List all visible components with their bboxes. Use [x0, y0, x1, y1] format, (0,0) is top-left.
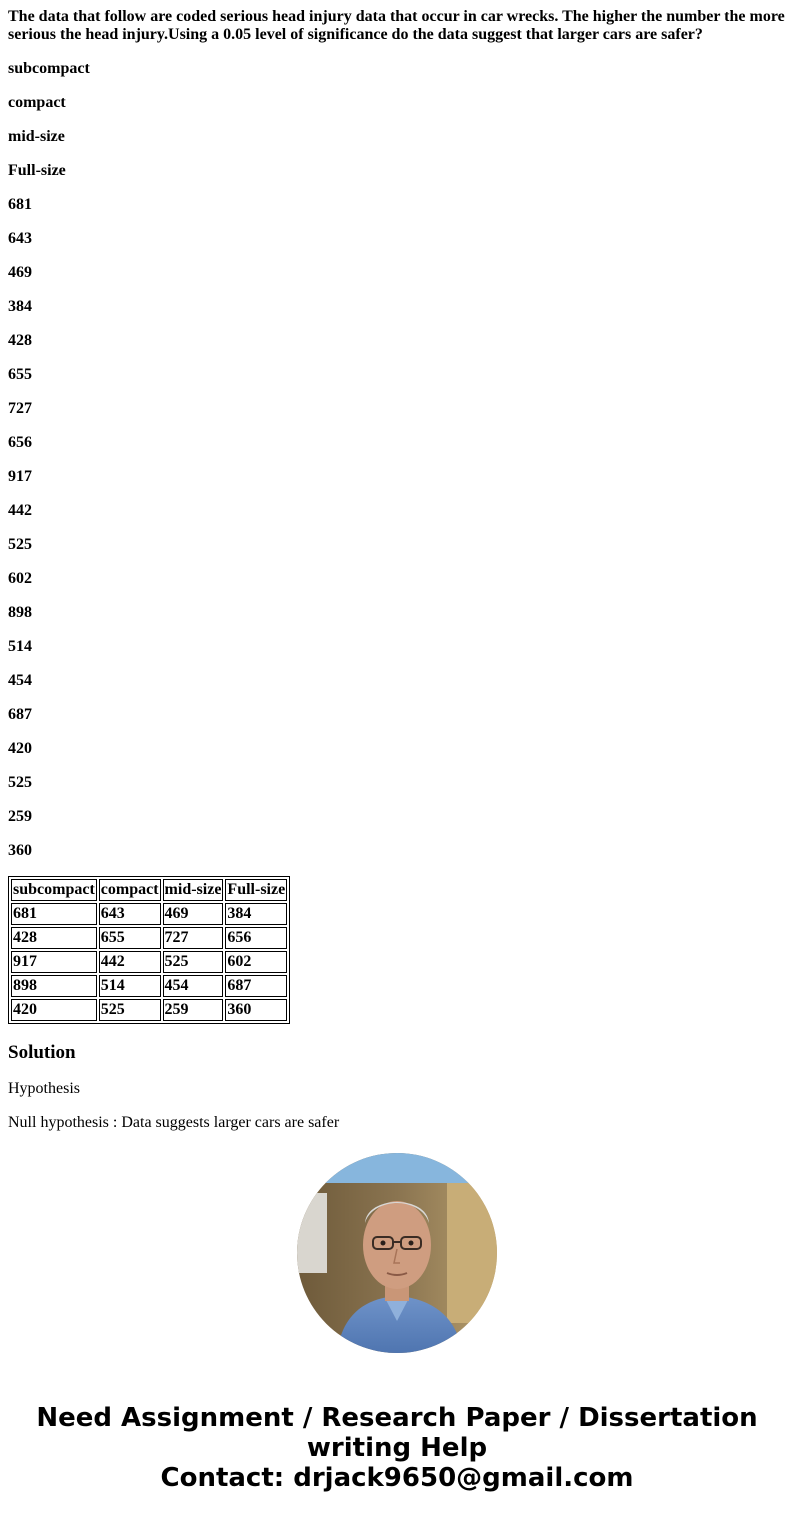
table-row [11, 927, 287, 949]
solution-hypothesis-label: Hypothesis [8, 1080, 80, 1097]
table-cell: 681 [11, 903, 97, 925]
stacked-line: 442 [8, 502, 32, 519]
table-cell: 259 [163, 999, 224, 1021]
stacked-line: 727 [8, 400, 32, 417]
table-cell: 687 [225, 975, 287, 997]
table-cell: 469 [163, 903, 224, 925]
tutor-avatar [297, 1153, 497, 1353]
solution-heading: Solution [8, 1042, 76, 1063]
stacked-line: 681 [8, 196, 32, 213]
table-cell: 602 [225, 951, 287, 973]
stacked-line: subcompact [8, 60, 90, 77]
stacked-line: 360 [8, 842, 32, 859]
table-cell: 525 [163, 951, 224, 973]
stacked-line: 514 [8, 638, 32, 655]
stacked-line: compact [8, 94, 66, 111]
tutor-photo [297, 1153, 497, 1353]
ad-contact-line: Contact: drjack9650@gmail.com [160, 1463, 634, 1493]
table-cell: 643 [99, 903, 161, 925]
stacked-line: 643 [8, 230, 32, 247]
help-advertisement [0, 1403, 794, 1493]
stacked-line: 525 [8, 536, 32, 553]
table-cell: 655 [99, 927, 161, 949]
table-cell: 917 [11, 951, 97, 973]
stacked-line: 655 [8, 366, 32, 383]
table-cell: 442 [99, 951, 161, 973]
table-row [11, 975, 287, 997]
table-cell: 384 [225, 903, 287, 925]
table-cell: 727 [163, 927, 224, 949]
table-cell: 898 [11, 975, 97, 997]
table-cell: 454 [163, 975, 224, 997]
stacked-line: 602 [8, 570, 32, 587]
ad-line-2: writing Help [306, 1433, 488, 1463]
question-text: The data that follow are coded serious head injury data that occur in car wrecks. The higher the number the more serious the head injury.Using a 0.05 level of significance do the data suggest that larger cars are safer? [8, 8, 785, 43]
table-header-cell: Full-size [225, 879, 287, 901]
stacked-line: 384 [8, 298, 32, 315]
stacked-line: 898 [8, 604, 32, 621]
table-header-row [11, 879, 287, 901]
table-header-cell: compact [99, 879, 161, 901]
table-cell: 525 [99, 999, 161, 1021]
stacked-line: 656 [8, 434, 32, 451]
ad-line-1: Need Assignment / Research Paper / Dissertation [36, 1403, 758, 1433]
injury-data-table [8, 876, 290, 1024]
stacked-line: 420 [8, 740, 32, 757]
table-row [11, 903, 287, 925]
stacked-line: 687 [8, 706, 32, 723]
table-cell: 428 [11, 927, 97, 949]
solution-null-hypothesis: Null hypothesis : Data suggests larger cars are safer [8, 1114, 340, 1131]
stacked-line: mid-size [8, 128, 65, 145]
table-row [11, 951, 287, 973]
table-cell: 420 [11, 999, 97, 1021]
table-header-cell: mid-size [163, 879, 224, 901]
table-row [11, 999, 287, 1021]
stacked-line: 469 [8, 264, 32, 281]
table-cell: 656 [225, 927, 287, 949]
table-cell: 360 [225, 999, 287, 1021]
stacked-line: 428 [8, 332, 32, 349]
stacked-line: 917 [8, 468, 32, 485]
stacked-line: Full-size [8, 162, 66, 179]
table-cell: 514 [99, 975, 161, 997]
stacked-line: 454 [8, 672, 32, 689]
stacked-line: 259 [8, 808, 32, 825]
stacked-line: 525 [8, 774, 32, 791]
table-header-cell: subcompact [11, 879, 97, 901]
